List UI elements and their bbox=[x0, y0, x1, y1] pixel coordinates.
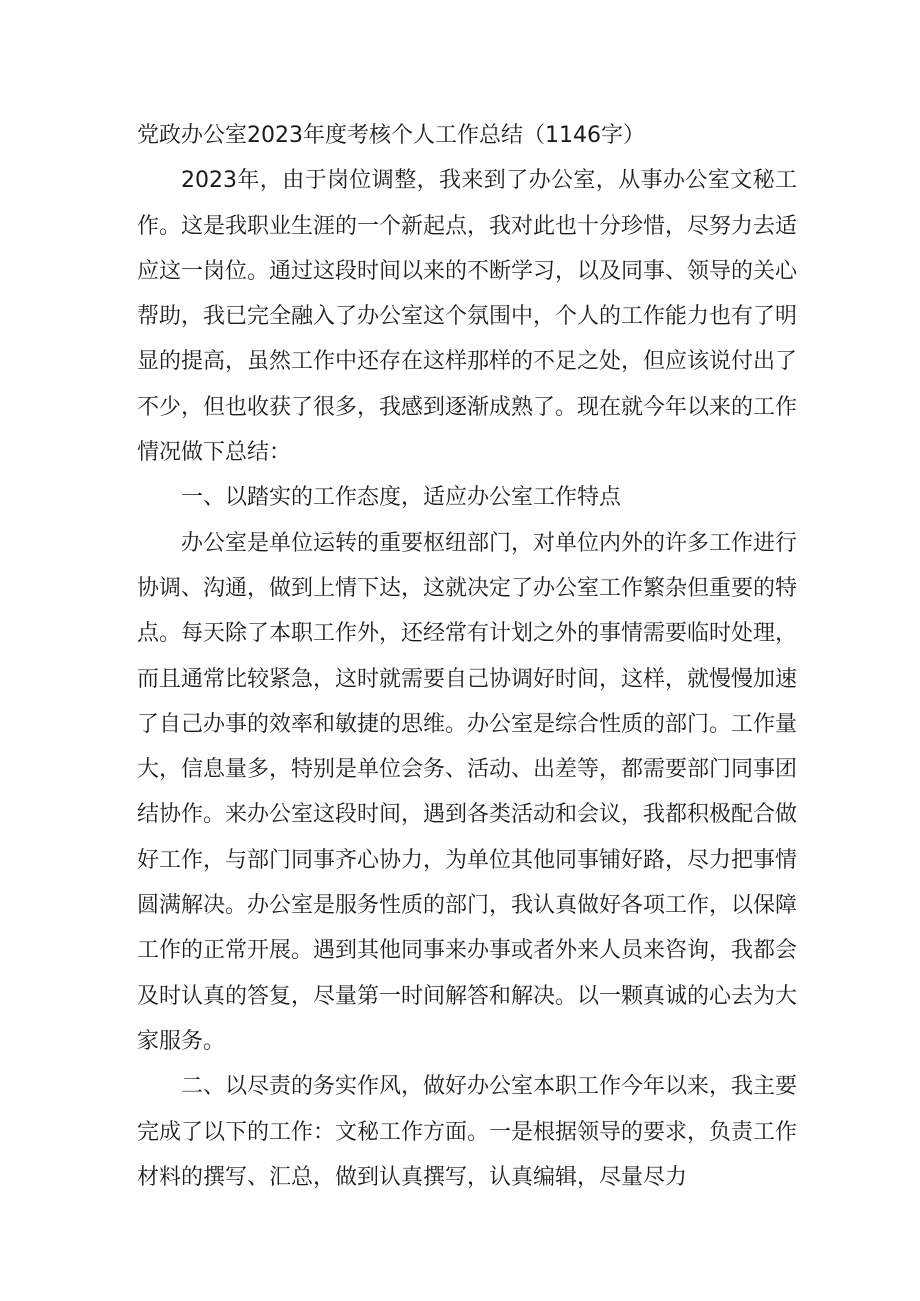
section-heading-1: 一、以踏实的工作态度，适应办公室工作特点 bbox=[181, 485, 622, 511]
paragraph-intro: 2023年，由于岗位调整，我来到了办公室，从事办公室文秘工作。这是我职业生涯的一个新起点，我对此也十分珍惜，尽努力去适应这一岗位。通过这段时间以来的不断学习，以及同事、领导的关心帮助，我已完全融入了办公室这个氛围中，个人的工作能力也有了明显的提高，虽然工作中还存在这样那样的不足之处，但应该说付出了不少，但也收获了很多，我感到逐渐成熟了。现在就今年以来的工作情况做下总结： bbox=[137, 168, 798, 466]
paragraph-section-2: 二、以尽责的务实作风，做好办公室本职工作今年以来，我主要完成了以下的工作：文秘工作方面。一是根据领导的要求，负责工作材料的撰写、汇总，做到认真撰写，认真编辑，尽量尽力 bbox=[137, 1074, 798, 1190]
document-title: 党政办公室2023年度考核个人工作总结（1146字） bbox=[137, 123, 645, 148]
document-body bbox=[137, 113, 797, 1200]
paragraph-section-1: 办公室是单位运转的重要枢纽部门，对单位内外的许多工作进行协调、沟通，做到上情下达，这就决定了办公室工作繁杂但重要的特点。每天除了本职工作外，还经常有计划之外的事情需要临时处理，而且通常比较紧急，这时就需要自己协调好时间，这样，就慢慢加速了自己办事的效率和敏捷的思维。办公室是综合性质的部门。工作量大，信息量多，特别是单位会务、活动、出差等，都需要部门同事团结协作。来办公室这段时间，遇到各类活动和会议，我都积极配合做好工作，与部门同事齐心协力，为单位其他同事铺好路，尽力把事情圆满解决。办公室是服务性质的部门，我认真做好各项工作，以保障工作的正常开展。遇到其他同事来办事或者外来人员来咨询，我都会及时认真的答复，尽量第一时间解答和解决。以一颗真诚的心去为大家服务。 bbox=[137, 530, 798, 1054]
